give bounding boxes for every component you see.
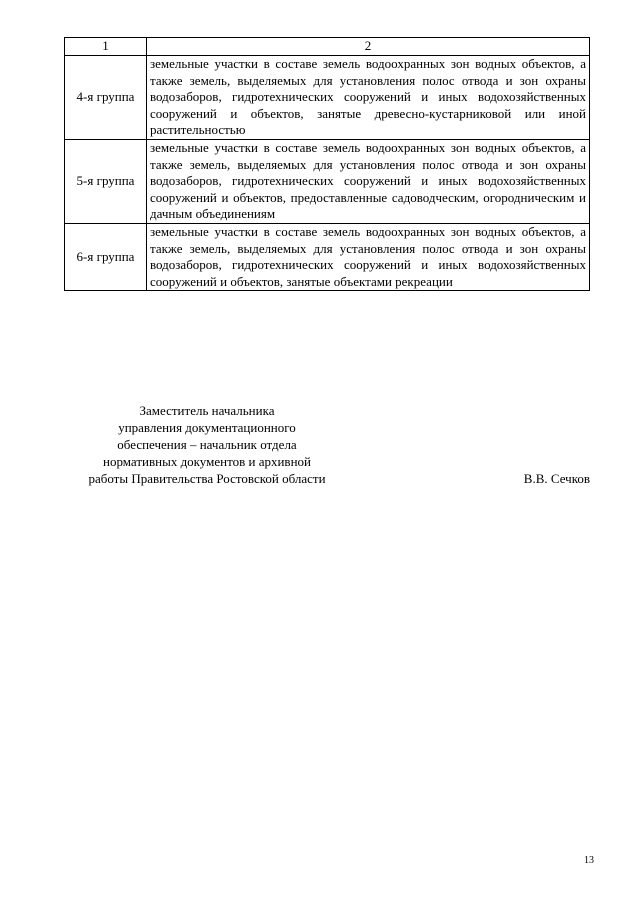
page-number: 13 — [584, 855, 594, 866]
signatory-title-line: работы Правительства Ростовской области — [88, 471, 326, 486]
group-cell: 5-я группа — [65, 139, 147, 223]
description-cell: земельные участки в составе земель водоохранных зон водных объектов, а также земель, выделяемых для установления полос отвода и зон охраны водозаборов, гидротехнических сооружений и иных водохозяйственных сооружений и объектов, занятые древесно-кустарниковой или иной растительностью — [147, 56, 590, 140]
description-cell: земельные участки в составе земель водоохранных зон водных объектов, а также земель, выделяемых для установления полос отвода и зон охраны водозаборов, гидротехнических сооружений и иных водохозяйственных сооружений и объектов, занятые объектами рекреации — [147, 223, 590, 290]
land-groups-table — [64, 37, 590, 291]
signatory-title-line: обеспечения – начальник отдела — [117, 437, 297, 452]
signatory-name: В.В. Сечков — [523, 471, 590, 486]
table-header-row — [65, 38, 590, 56]
signatory-title — [67, 402, 347, 487]
table-row — [65, 56, 590, 140]
signatory-title-line: нормативных документов и архивной — [103, 454, 311, 469]
group-cell: 4-я группа — [65, 56, 147, 140]
group-cell: 6-я группа — [65, 223, 147, 290]
description-cell: земельные участки в составе земель водоохранных зон водных объектов, а также земель, выделяемых для установления полос отвода и зон охраны водозаборов, гидротехнических сооружений и иных водохозяйственных сооружений и объектов, предоставленные садоводческим, огородническим и дачным объединениям — [147, 139, 590, 223]
signatory-title-line: управления документационного — [118, 420, 296, 435]
signatory-title-line: Заместитель начальника — [139, 403, 275, 418]
column-header-2: 2 — [147, 38, 590, 56]
table-row — [65, 139, 590, 223]
table-row — [65, 223, 590, 290]
column-header-1: 1 — [65, 38, 147, 56]
